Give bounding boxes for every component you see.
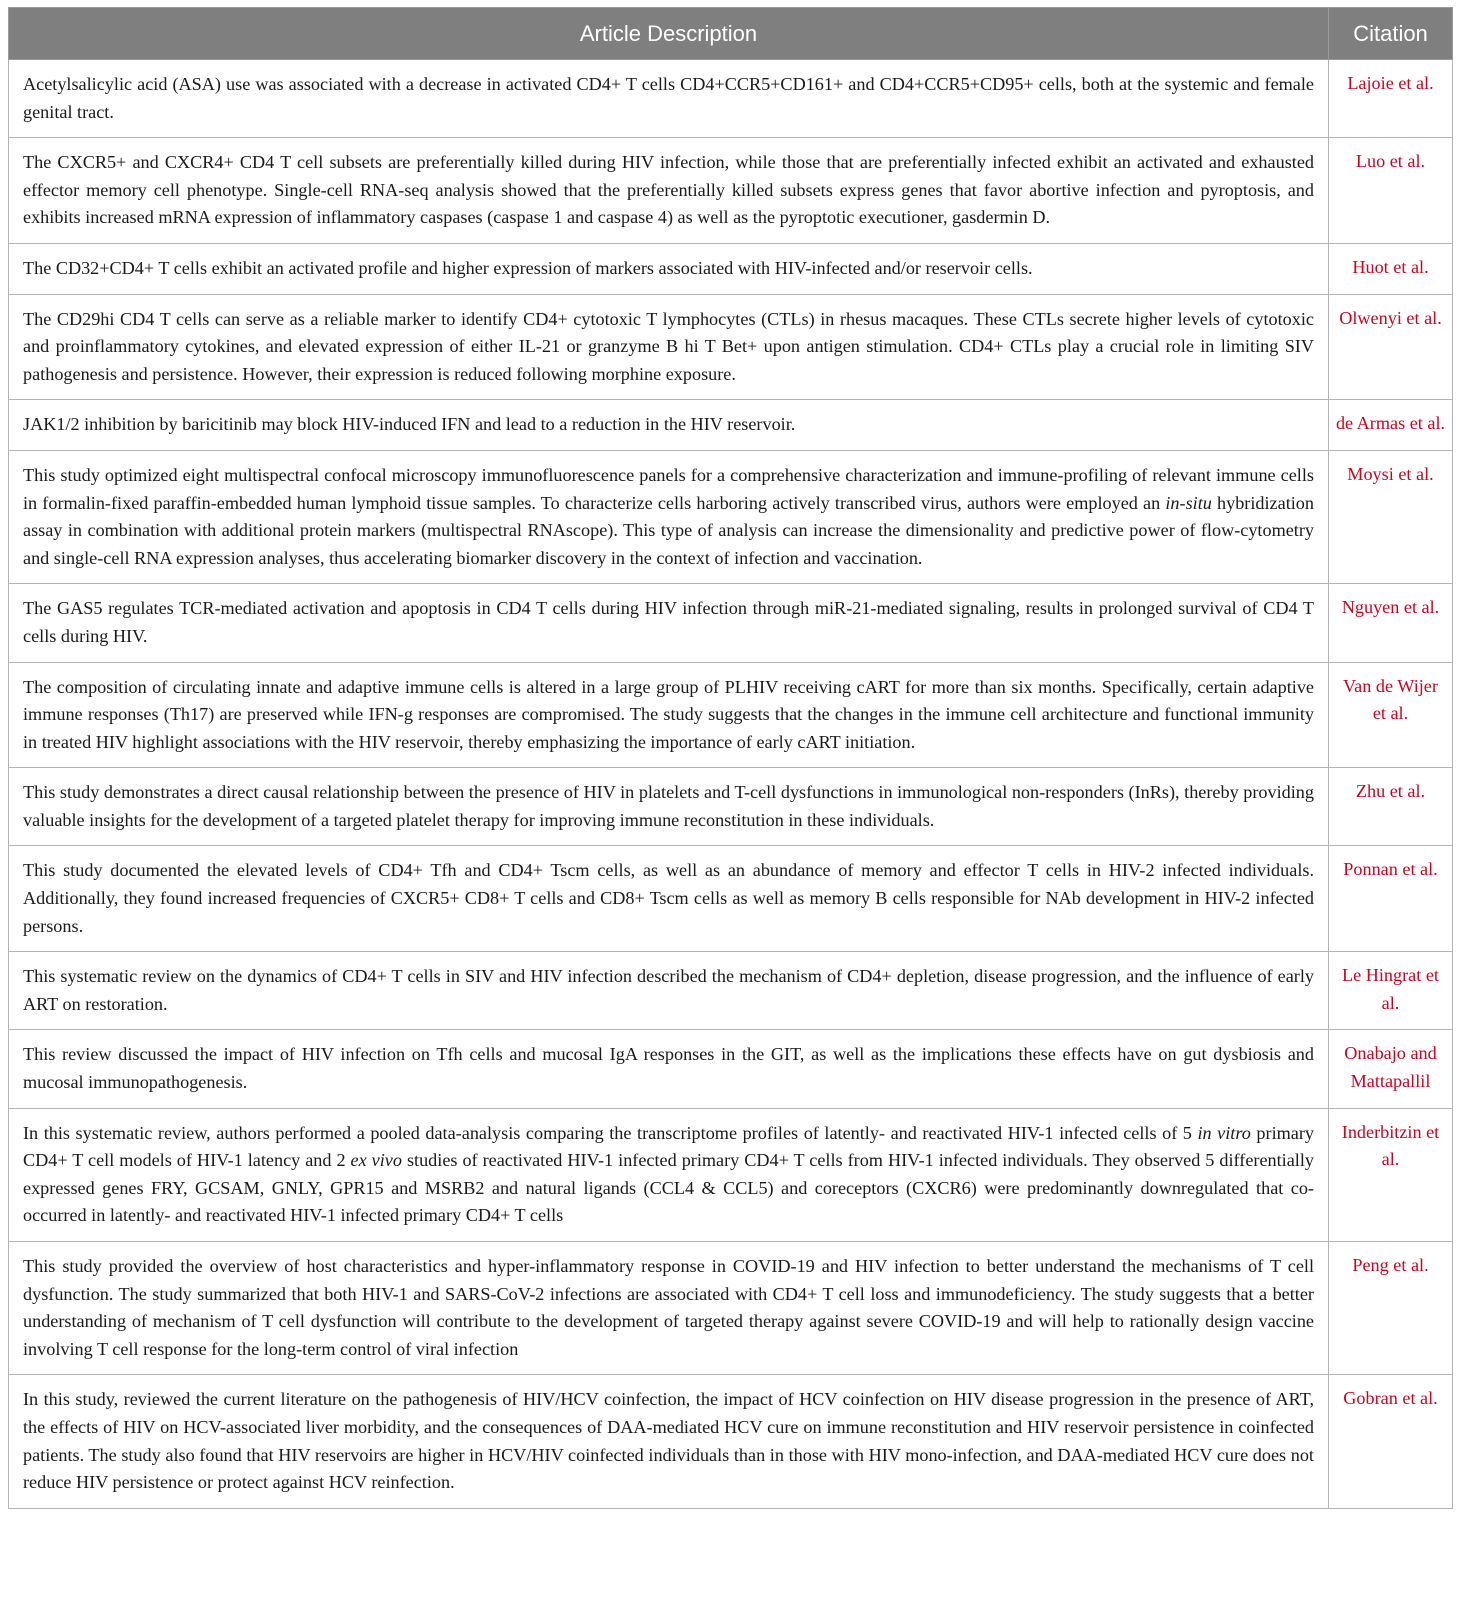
desc-text: In this systematic review, authors performed a pooled data-analysis comparing the transcriptome profiles of latently- and reactivated HIV-1 infected cells of 5	[23, 1122, 1198, 1143]
table-row	[9, 952, 1453, 1030]
citation-link[interactable]: Zhu et al.	[1329, 768, 1453, 846]
row-description: In this study, reviewed the current literature on the pathogenesis of HIV/HCV coinfection, the impact of HCV coinfection on HIV disease progression in the presence of ART, the effects of HIV on HCV-associated liver morbidity, and the consequences of DAA-mediated HCV cure on immune reconstitution and HIV reservoir persistence in coinfected patients. The study also found that HIV reservoirs are higher in HCV/HIV coinfected individuals than in those with HIV mono-infection, and DAA-mediated HCV cure does not reduce HIV persistence or protect against HCV reinfection.	[9, 1375, 1329, 1508]
table-row	[9, 584, 1453, 662]
citation-link[interactable]: Le Hingrat et al.	[1329, 952, 1453, 1030]
table-row	[9, 1030, 1453, 1108]
citation-link[interactable]: Peng et al.	[1329, 1242, 1453, 1375]
table-row	[9, 846, 1453, 952]
table-row	[9, 768, 1453, 846]
citation-link[interactable]: Inderbitzin et al.	[1329, 1108, 1453, 1241]
row-description: The CD32+CD4+ T cells exhibit an activated profile and higher expression of markers associated with HIV-infected and/or reservoir cells.	[9, 243, 1329, 294]
desc-italic: in-situ	[1165, 492, 1212, 513]
row-description: The CD29hi CD4 T cells can serve as a reliable marker to identify CD4+ cytotoxic T lymphocytes (CTLs) in rhesus macaques. These CTLs secrete higher levels of cytotoxic and proinflammatory cytokines, and elevated expression of either IL-21 or granzyme B hi T Bet+ upon antigen stimulation. CD4+ CTLs play a crucial role in limiting SIV pathogenesis and persistence. However, their expression is reduced following morphine exposure.	[9, 294, 1329, 400]
citation-link[interactable]: Nguyen et al.	[1329, 584, 1453, 662]
table-row	[9, 243, 1453, 294]
table-row	[9, 1108, 1453, 1241]
table-row	[9, 450, 1453, 583]
table-header	[9, 8, 1453, 60]
table-row	[9, 60, 1453, 138]
article-table	[8, 7, 1453, 1509]
row-description: The GAS5 regulates TCR-mediated activation and apoptosis in CD4 T cells during HIV infection through miR-21-mediated signaling, results in prolonged survival of CD4 T cells during HIV.	[9, 584, 1329, 662]
table-row	[9, 662, 1453, 768]
citation-link[interactable]: Lajoie et al.	[1329, 60, 1453, 138]
desc-italic: ex vivo	[350, 1150, 402, 1171]
row-description: The CXCR5+ and CXCR4+ CD4 T cell subsets are preferentially killed during HIV infection, while those that are preferentially infected exhibit an activated and exhausted effector memory cell phenotype. Single-cell RNA-seq analysis showed that the preferentially killed subsets express genes that favor abortive infection and pyroptosis, and exhibits increased mRNA expression of inflammatory caspases (caspase 1 and caspase 4) as well as the pyroptotic executioner, gasdermin D.	[9, 138, 1329, 244]
desc-text: studies of reactivated HIV-1 infected primary CD4+ T cells from HIV-1 infected individuals. They observed 5 differentially expressed genes FRY, GCSAM, GNLY, GPR15 and MSRB2 and natural ligands (CCL4 & CCL5) and coreceptors (CXCR6) were predominantly downregulated that co-occurred in latently- and reactivated HIV-1 infected primary CD4+ T cells	[23, 1150, 1314, 1226]
citation-link[interactable]: Ponnan et al.	[1329, 846, 1453, 952]
row-description	[9, 450, 1329, 583]
row-description: This study provided the overview of host characteristics and hyper-inflammatory response in COVID-19 and HIV infection to better understand the mechanisms of T cell dysfunction. The study summarized that both HIV-1 and SARS-CoV-2 infections are associated with CD4+ T cell loss and immunodeficiency. The study suggests that a better understanding of mechanism of T cell dysfunction will contribute to the development of targeted therapy against severe COVID-19 and will help to rationally design vaccine involving T cell response for the long-term control of viral infection	[9, 1242, 1329, 1375]
row-description: Acetylsalicylic acid (ASA) use was associated with a decrease in activated CD4+ T cells CD4+CCR5+CD161+ and CD4+CCR5+CD95+ cells, both at the systemic and female genital tract.	[9, 60, 1329, 138]
citation-link[interactable]: Gobran et al.	[1329, 1375, 1453, 1508]
citation-link[interactable]: Olwenyi et al.	[1329, 294, 1453, 400]
citation-link[interactable]: Van de Wijer et al.	[1329, 662, 1453, 768]
desc-text: This study optimized eight multispectral confocal microscopy immunofluorescence panels for a comprehensive characterization and immune-profiling of relevant immune cells in formalin-fixed paraffin-embedded human lymphoid tissue samples. To characterize cells harboring actively transcribed virus, authors were employed an	[23, 464, 1314, 513]
citation-link[interactable]: Huot et al.	[1329, 243, 1453, 294]
table-row	[9, 1242, 1453, 1375]
citation-link[interactable]: Moysi et al.	[1329, 450, 1453, 583]
table-row	[9, 400, 1453, 451]
header-article-description: Article Description	[9, 8, 1329, 60]
row-description: This study documented the elevated levels of CD4+ Tfh and CD4+ Tscm cells, as well as an abundance of memory and effector T cells in HIV-2 infected individuals. Additionally, they found increased frequencies of CXCR5+ CD8+ T cells and CD8+ Tscm cells as well as memory B cells responsible for NAb development in HIV-2 infected persons.	[9, 846, 1329, 952]
desc-italic: in vitro	[1197, 1122, 1251, 1143]
row-description: This study demonstrates a direct causal relationship between the presence of HIV in platelets and T-cell dysfunctions in immunological non-responders (InRs), thereby providing valuable insights for the development of a targeted platelet therapy for improving immune reconstitution in these individuals.	[9, 768, 1329, 846]
row-description: This review discussed the impact of HIV infection on Tfh cells and mucosal IgA responses in the GIT, as well as the implications these effects have on gut dysbiosis and mucosal immunopathogenesis.	[9, 1030, 1329, 1108]
table-row	[9, 138, 1453, 244]
citation-link[interactable]: Onabajo and Mattapallil	[1329, 1030, 1453, 1108]
row-description: The composition of circulating innate and adaptive immune cells is altered in a large group of PLHIV receiving cART for more than six months. Specifically, certain adaptive immune responses (Th17) are preserved while IFN-g responses are compromised. The study suggests that the changes in the immune cell architecture and functional immunity in treated HIV highlight associations with the HIV reservoir, thereby emphasizing the importance of early cART initiation.	[9, 662, 1329, 768]
desc-text: primary CD4+ T cell models of HIV-1 latency and 2	[23, 1122, 1314, 1171]
table-row	[9, 294, 1453, 400]
desc-text: hybridization assay in combination with additional protein markers (multispectral RNAscope). This type of analysis can increase the dimensionality and predictive power of flow-cytometry and single-cell RNA expression analyses, thus accelerating biomarker discovery in the context of infection and vaccination.	[23, 492, 1314, 568]
row-description: JAK1/2 inhibition by baricitinib may block HIV-induced IFN and lead to a reduction in the HIV reservoir.	[9, 400, 1329, 451]
citation-link[interactable]: de Armas et al.	[1329, 400, 1453, 451]
row-description	[9, 1108, 1329, 1241]
table-row	[9, 1375, 1453, 1508]
header-citation: Citation	[1329, 8, 1453, 60]
row-description: This systematic review on the dynamics of CD4+ T cells in SIV and HIV infection described the mechanism of CD4+ depletion, disease progression, and the influence of early ART on restoration.	[9, 952, 1329, 1030]
citation-link[interactable]: Luo et al.	[1329, 138, 1453, 244]
